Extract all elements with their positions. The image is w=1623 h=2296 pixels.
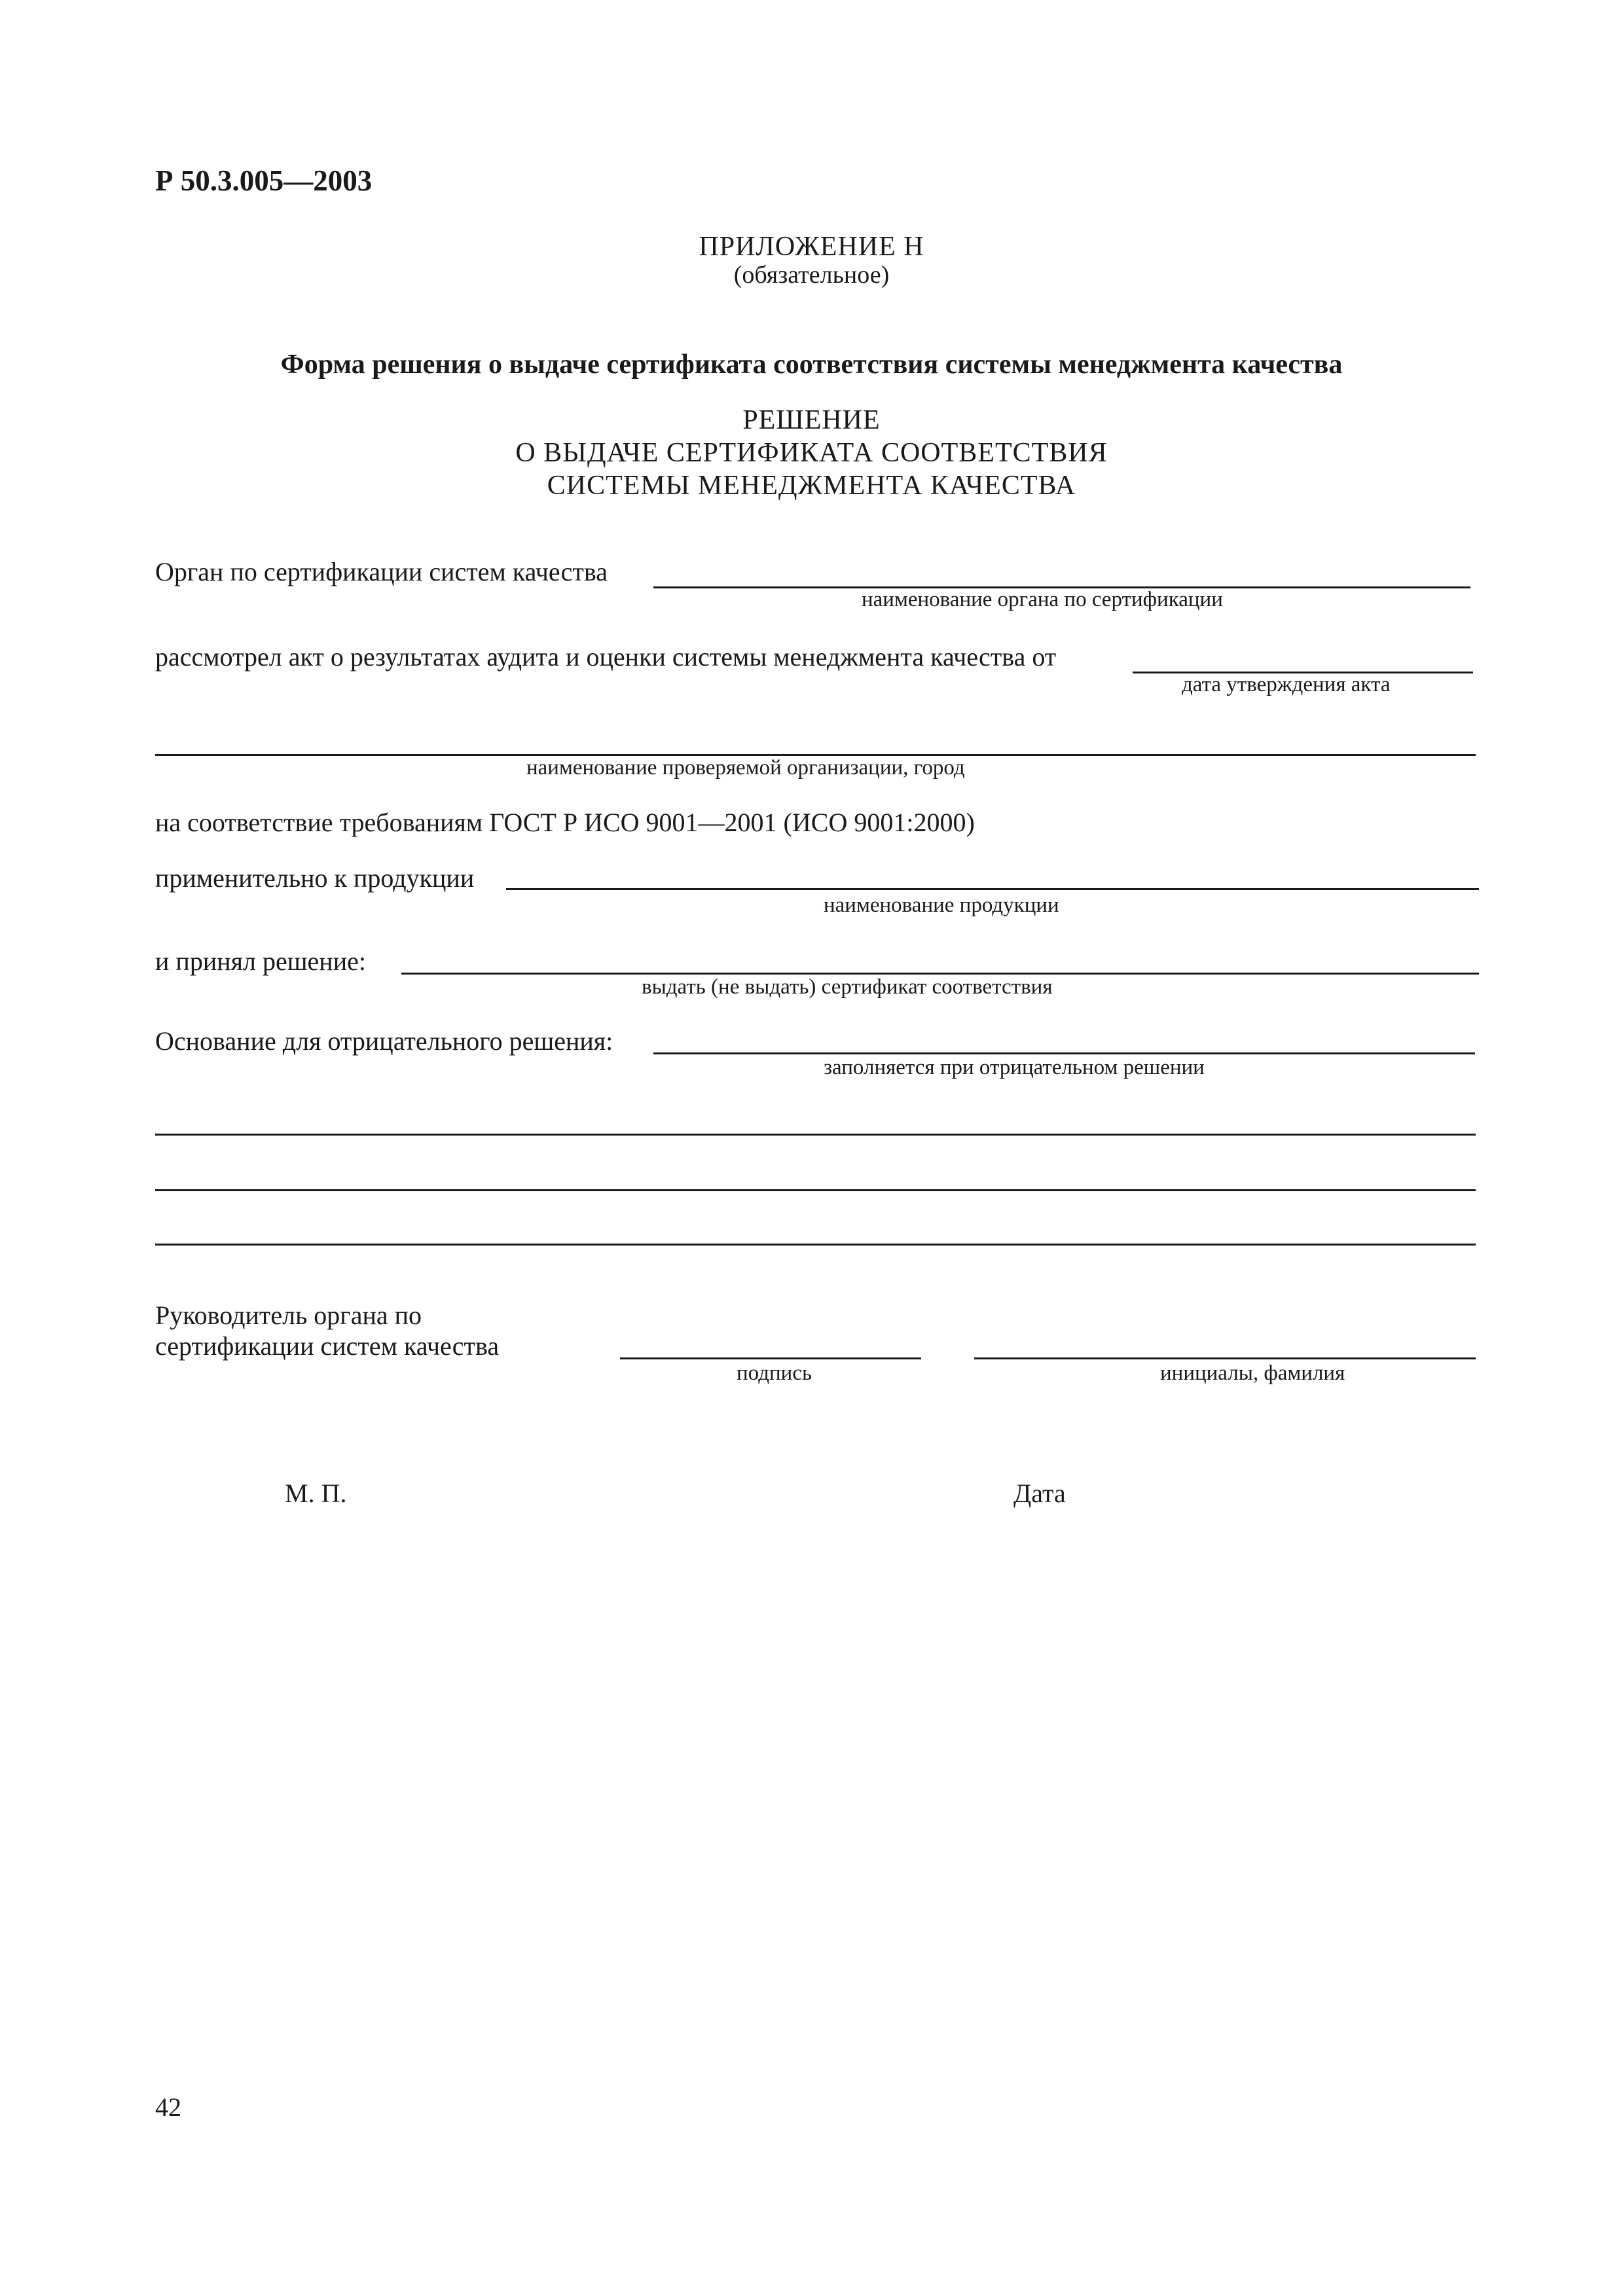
head-label-line2: сертификации систем качества xyxy=(155,1331,500,1361)
organ-hint: наименование органа по сертификации xyxy=(862,588,1223,611)
decision-heading-line2: О ВЫДАЧЕ СЕРТИФИКАТА СООТВЕТСТВИЯ xyxy=(515,438,1108,468)
form-title: Форма решения о выдаче сертификата соответствия системы менеджмента качества xyxy=(280,350,1343,380)
date-label: Дата xyxy=(1013,1479,1066,1508)
product-hint: наименование продукции xyxy=(824,893,1059,917)
signature-hint: подпись xyxy=(737,1361,812,1385)
act-label: рассмотрел акт о результатах аудита и оценки системы менеджмента качества от xyxy=(155,642,1057,672)
basis-field-line[interactable] xyxy=(653,1052,1475,1054)
product-field-line[interactable] xyxy=(506,888,1479,890)
blank-line-1[interactable] xyxy=(155,1134,1476,1136)
blank-line-3[interactable] xyxy=(155,1244,1476,1246)
document-code: Р 50.3.005—2003 xyxy=(155,164,373,197)
decision-heading-line3: СИСТЕМЫ МЕНЕДЖМЕНТА КАЧЕСТВА xyxy=(547,471,1076,501)
head-label-line1: Руководитель органа по xyxy=(155,1300,422,1330)
name-hint: инициалы, фамилия xyxy=(1160,1361,1345,1385)
annex-title: ПРИЛОЖЕНИЕ Н xyxy=(699,232,924,262)
signature-line[interactable] xyxy=(620,1357,921,1359)
decision-field-line[interactable] xyxy=(401,973,1479,975)
decision-heading-line1: РЕШЕНИЕ xyxy=(742,405,881,435)
compliance-text: на соответствие требованиям ГОСТ Р ИСО 9001—2001 (ИСО 9001:2000) xyxy=(155,808,975,837)
basis-hint: заполняется при отрицательном решении xyxy=(824,1056,1205,1079)
annex-status: (обязательное) xyxy=(733,261,890,289)
decision-hint: выдать (не выдать) сертификат соответствия xyxy=(642,975,1053,999)
page-number: 42 xyxy=(155,2092,181,2122)
blank-line-2[interactable] xyxy=(155,1189,1476,1191)
decision-label: и принял решение: xyxy=(155,946,366,976)
product-label: применительно к продукции xyxy=(155,863,475,893)
act-date-hint: дата утверждения акта xyxy=(1182,673,1391,696)
organ-label: Орган по сертификации систем качества xyxy=(155,557,608,586)
stamp-label: М. П. xyxy=(285,1479,347,1508)
organization-hint: наименование проверяемой организации, город xyxy=(526,756,965,780)
basis-label: Основание для отрицательного решения: xyxy=(155,1026,613,1056)
name-line[interactable] xyxy=(974,1357,1476,1359)
